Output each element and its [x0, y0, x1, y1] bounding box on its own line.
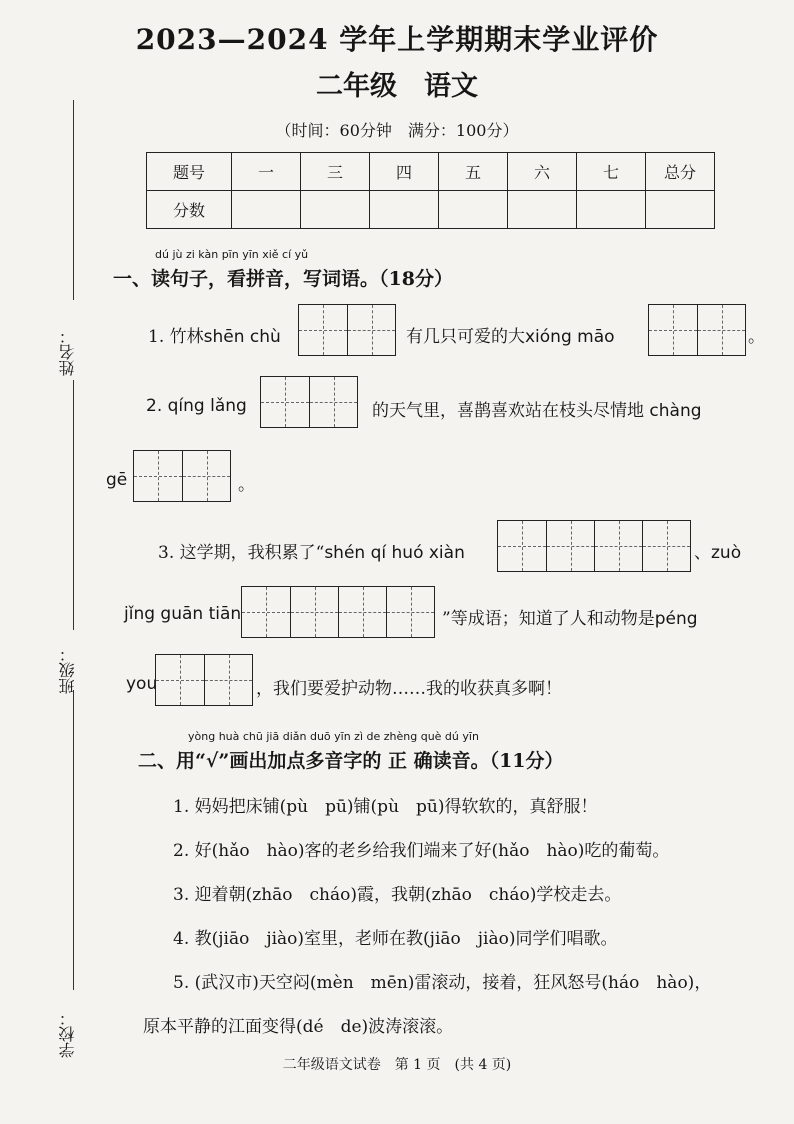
answer-cell[interactable] — [338, 587, 386, 637]
answer-cell[interactable] — [182, 451, 230, 501]
section2-title: 二、用“√”画出加点多音字的 正 确读音。（11分） — [138, 750, 564, 772]
q1-mid: 有几只可爱的大 — [406, 327, 525, 347]
q3-end: ，我们要爱护动物……我的收获真多啊！ — [256, 679, 562, 699]
answer-cell[interactable] — [642, 521, 690, 571]
school-label[interactable]: 学校： — [58, 1010, 77, 1058]
answer-cell[interactable] — [299, 305, 347, 355]
section1-title: 一、读句子，看拼音，写词语。（18分） — [113, 268, 453, 290]
q3-text-b — [442, 604, 698, 629]
binding-line — [73, 690, 74, 990]
q3-pinyin-5: you — [126, 674, 158, 694]
score-cell[interactable] — [301, 191, 370, 229]
score-header-cell: 四 — [370, 153, 439, 191]
score-table — [146, 152, 715, 229]
answer-cell[interactable] — [649, 305, 697, 355]
score-table-score-row — [147, 191, 715, 229]
polyphone-item[interactable]: 原本平静的江面变得(dé de)波涛滚滚。 — [143, 1017, 454, 1037]
answer-cell[interactable] — [134, 451, 182, 501]
q3-pinyin-2: 、zuò — [694, 543, 742, 563]
answer-cell[interactable] — [156, 655, 204, 705]
section1-pinyin: dú jù zi kàn pīn yīn xiě cí yǔ — [155, 248, 309, 261]
time-info: （时间：60分钟 满分：100分） — [275, 121, 519, 140]
score-header-cell: 总分 — [646, 153, 715, 191]
answer-cell[interactable] — [386, 587, 434, 637]
q3-pinyin-4: péng — [654, 609, 698, 629]
binding-line — [73, 100, 74, 300]
answer-cell[interactable] — [261, 377, 309, 427]
q2-pinyin-1: 2. qíng lǎng — [146, 396, 247, 416]
answer-grid-q3-2[interactable] — [241, 586, 435, 638]
q2-mid: 的天气里，喜鹊喜欢站在枝头尽情地 — [372, 401, 644, 421]
q3-mid: ”等成语；知道了人和动物是 — [442, 609, 655, 629]
score-cell[interactable] — [646, 191, 715, 229]
answer-grid-q3-3[interactable] — [155, 654, 253, 706]
score-header-cell: 五 — [439, 153, 508, 191]
q3-pinyin-3: jǐng guān tiān — [124, 604, 242, 624]
q1-text-a — [148, 322, 281, 347]
answer-grid-q1-2[interactable] — [648, 304, 746, 356]
student-name-label[interactable]: 姓名： — [58, 328, 77, 376]
answer-cell[interactable] — [290, 587, 338, 637]
q1-pinyin-2: xióng māo — [525, 327, 615, 347]
answer-cell[interactable] — [204, 655, 252, 705]
score-header-cell: 六 — [508, 153, 577, 191]
answer-cell[interactable] — [347, 305, 395, 355]
answer-grid-q2-2[interactable] — [133, 450, 231, 502]
score-header-cell: 一 — [232, 153, 301, 191]
exam-subtitle: 二年级 语文 — [316, 71, 478, 102]
polyphone-item[interactable]: 3. 迎着朝(zhāo cháo)霞，我朝(zhāo cháo)学校走去。 — [173, 885, 622, 905]
polyphone-item[interactable]: 1. 妈妈把床铺(pù pū)铺(pù pū)得软软的，真舒服！ — [173, 797, 598, 817]
score-cell[interactable] — [577, 191, 646, 229]
score-row-label: 分数 — [147, 191, 232, 229]
score-cell[interactable] — [370, 191, 439, 229]
page-footer: 二年级语文试卷 第 1 页 (共 4 页) — [282, 1057, 512, 1073]
score-cell[interactable] — [508, 191, 577, 229]
q3-pinyin-1: shén qí huó xiàn — [324, 543, 465, 563]
q3-lead: 3. 这学期，我积累了“ — [158, 543, 325, 563]
polyphone-item[interactable]: 2. 好(hǎo hào)客的老乡给我们端来了好(hǎo hào)吃的葡萄。 — [173, 841, 670, 861]
polyphone-item[interactable]: 5. (武汉市)天空闷(mèn mēn)雷滚动，接着，狂风怒号(háo hào)， — [173, 973, 712, 993]
score-table-header-row — [147, 153, 715, 191]
q2-end: 。 — [238, 475, 255, 495]
binding-line — [73, 380, 74, 630]
answer-grid-q2-1[interactable] — [260, 376, 358, 428]
answer-cell[interactable] — [546, 521, 594, 571]
q1-text-b — [406, 322, 615, 347]
q1-pinyin-1: shēn chù — [203, 327, 281, 347]
answer-cell[interactable] — [498, 521, 546, 571]
answer-grid-q3-1[interactable] — [497, 520, 691, 572]
score-header-cell: 七 — [577, 153, 646, 191]
q1-lead: 1. 竹林 — [148, 327, 204, 347]
q2-pinyin-2: chàng — [649, 401, 702, 421]
score-cell[interactable] — [439, 191, 508, 229]
class-label[interactable]: 班级： — [58, 646, 77, 694]
polyphone-item[interactable]: 4. 教(jiāo jiào)室里，老师在教(jiāo jiào)同学们唱歌。 — [173, 929, 618, 949]
section2-pinyin: yòng huà chū jiā diǎn duō yīn zì de zhèng què dú yīn — [188, 730, 479, 743]
answer-cell[interactable] — [697, 305, 745, 355]
score-header-cell: 三 — [301, 153, 370, 191]
exam-title: 2023—2024 学年上学期期末学业评价 — [135, 23, 659, 56]
score-cell[interactable] — [232, 191, 301, 229]
answer-grid-q1-1[interactable] — [298, 304, 396, 356]
q2-text-b — [372, 396, 702, 421]
answer-cell[interactable] — [594, 521, 642, 571]
q3-text-a — [158, 538, 465, 563]
q1-end: 。 — [748, 327, 765, 347]
q2-pinyin-3: gē — [106, 470, 128, 490]
answer-cell[interactable] — [309, 377, 357, 427]
score-header-cell: 题号 — [147, 153, 232, 191]
answer-cell[interactable] — [242, 587, 290, 637]
